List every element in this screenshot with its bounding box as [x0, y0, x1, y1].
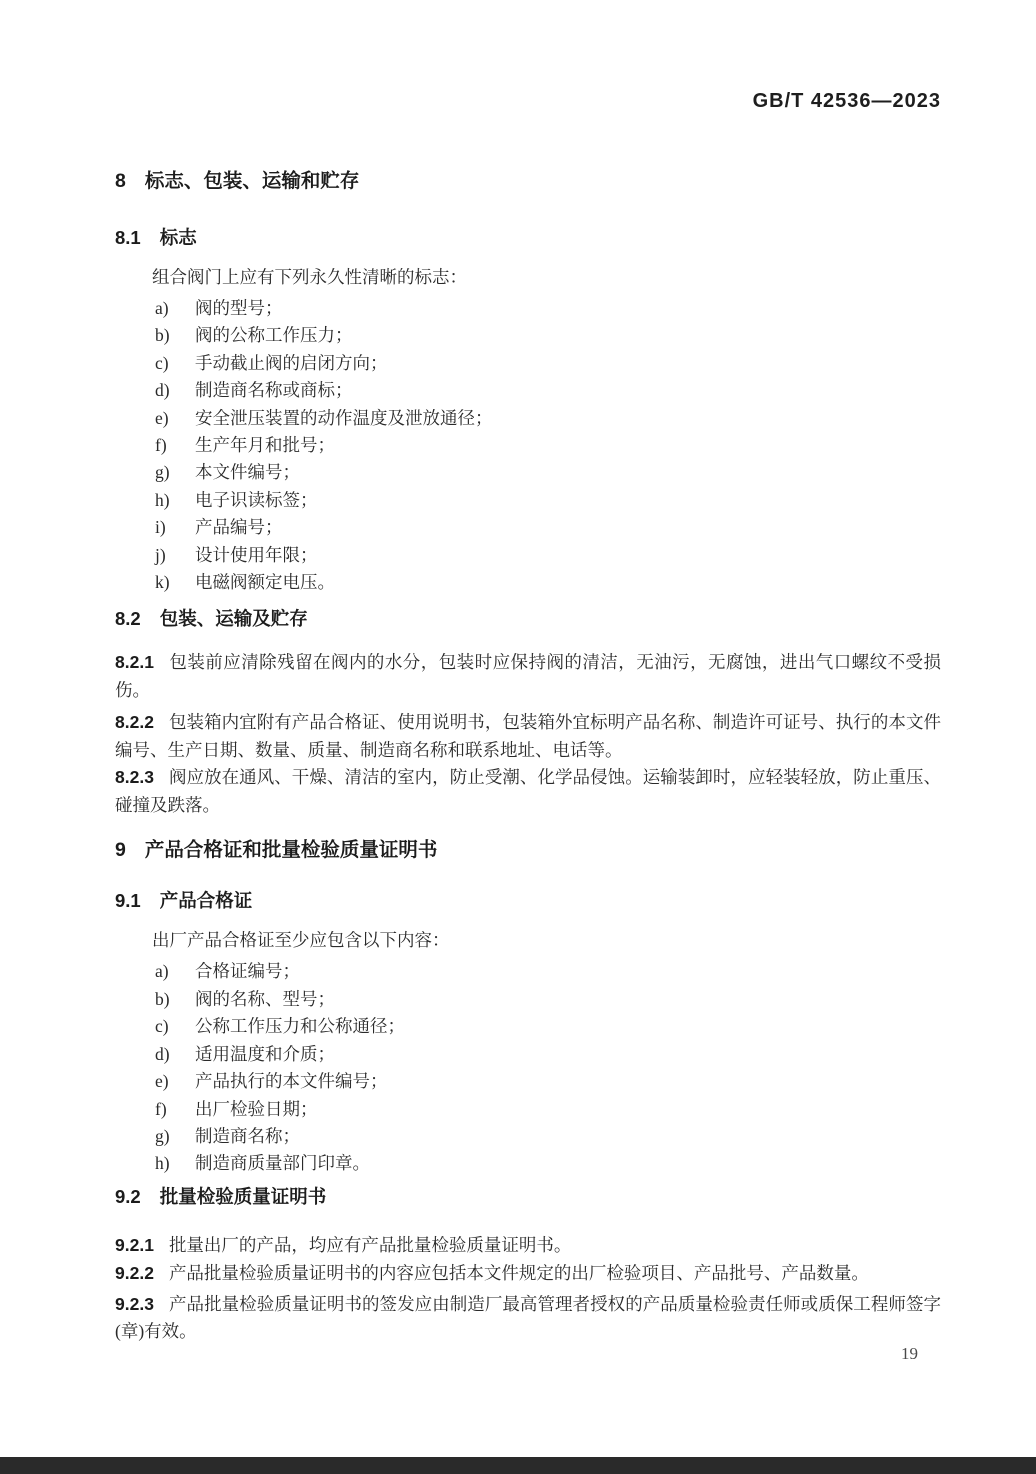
- clause-text: 批量出厂的产品，均应有产品批量检验质量证明书。: [168, 1234, 572, 1255]
- clause-8-2-2: [115, 709, 941, 764]
- list-item-label: g): [155, 462, 170, 483]
- clause-number: 8.2.3: [115, 767, 154, 788]
- clause-9-2-2: [115, 1260, 941, 1288]
- list-item-label: a): [155, 961, 169, 982]
- clause-text: 包装前应清除残留在阀内的水分，包装时应保持阀的清洁，无油污，无腐蚀，进出气口螺纹不受损伤。: [115, 652, 941, 700]
- list-item-label: h): [155, 1153, 170, 1174]
- section-8-2-title: 包装、运输及贮存: [159, 608, 308, 630]
- list-item: [155, 322, 941, 349]
- section-8-1-intro: 组合阀门上应有下列永久性清晰的标志：: [152, 267, 467, 287]
- list-item-text: 制造商名称或商标；: [195, 380, 353, 401]
- section-9-1-heading: [115, 891, 941, 911]
- section-9-2-title: 批量检验质量证明书: [159, 1185, 327, 1207]
- page-content: [115, 0, 941, 1346]
- clause-text: 包装箱内宜附有产品合格证、使用说明书，包装箱外宜标明产品名称、制造许可证号、执行的本文件编号、生产日期、数量、质量、制造商名称和联系地址、电话等。: [115, 712, 941, 760]
- clause-text: 产品批量检验质量证明书的内容应包括本文件规定的出厂检验项目、产品批号、产品数量。: [168, 1263, 869, 1284]
- list-item-text: 生产年月和批号；: [195, 435, 335, 456]
- list-item-text: 电磁阀额定电压。: [195, 572, 335, 593]
- list-item-text: 制造商质量部门印章。: [195, 1153, 370, 1174]
- list-item-label: i): [155, 517, 166, 538]
- list-item-label: b): [155, 325, 170, 346]
- list-item-text: 本文件编号；: [195, 462, 300, 483]
- list-item: [155, 1068, 941, 1095]
- section-9-1-number: 9.1: [115, 890, 141, 912]
- list-item: [155, 1150, 941, 1177]
- list-item: [155, 958, 941, 985]
- section-9-1-title: 产品合格证: [159, 890, 253, 912]
- list-item-text: 产品执行的本文件编号；: [195, 1071, 388, 1092]
- list-item-text: 阀的名称、型号；: [195, 988, 335, 1009]
- list-item: [155, 432, 941, 459]
- list-item: [155, 542, 941, 569]
- clause-text: 产品批量检验质量证明书的签发应由制造厂最高管理者授权的产品质量检验责任师或质保工程师签字(章)有效。: [115, 1293, 941, 1342]
- list-item-text: 公称工作压力和公称通径；: [195, 1016, 405, 1037]
- section-9-2-number: 9.2: [115, 1185, 141, 1207]
- list-item: [155, 1013, 941, 1040]
- clause-number: 9.2.2: [115, 1263, 154, 1284]
- section-8-heading: [115, 170, 941, 192]
- list-item: [155, 405, 941, 432]
- list-item-text: 合格证编号；: [195, 961, 300, 982]
- list-item: [155, 377, 941, 404]
- section-9-2-heading: [115, 1187, 941, 1207]
- page-number: 19: [901, 1344, 918, 1363]
- list-item-text: 设计使用年限；: [195, 544, 318, 565]
- list-item-label: e): [155, 1071, 169, 1092]
- certificate-items-list: [155, 958, 941, 1177]
- section-8-2-heading: [115, 609, 941, 629]
- list-item-label: f): [155, 1098, 167, 1119]
- standard-code-header: GB/T 42536—2023: [752, 90, 941, 112]
- list-item-label: g): [155, 1125, 170, 1146]
- list-item-label: k): [155, 572, 170, 593]
- list-item: [155, 487, 941, 514]
- list-item-text: 适用温度和介质；: [195, 1043, 335, 1064]
- clause-8-2-1: [115, 649, 941, 704]
- list-item-text: 电子识读标签；: [195, 489, 318, 510]
- clause-number: 9.2.3: [115, 1293, 154, 1314]
- clause-number: 9.2.1: [115, 1234, 154, 1255]
- list-item-text: 阀的公称工作压力；: [195, 325, 353, 346]
- list-item: [155, 459, 941, 486]
- clause-9-2-1: [115, 1232, 941, 1260]
- list-item-label: h): [155, 489, 170, 510]
- clause-8-2-3: [115, 764, 941, 819]
- list-item-label: d): [155, 1043, 170, 1064]
- section-8-2-number: 8.2: [115, 608, 141, 630]
- list-item-text: 出厂检验日期；: [195, 1098, 318, 1119]
- list-item-label: c): [155, 352, 169, 373]
- list-item: [155, 295, 941, 322]
- marking-items-list: [155, 295, 941, 596]
- section-8-1-heading: [115, 228, 941, 248]
- list-item-label: b): [155, 988, 170, 1009]
- section-9-1-intro: 出厂产品合格证至少应包含以下内容：: [152, 930, 450, 951]
- list-item-label: a): [155, 298, 169, 318]
- list-item-label: e): [155, 407, 169, 428]
- list-item: [155, 569, 941, 596]
- list-item: [155, 1041, 941, 1068]
- list-item-label: c): [155, 1016, 169, 1037]
- list-item: [155, 1123, 941, 1150]
- clause-number: 8.2.1: [115, 652, 154, 673]
- list-item-text: 安全泄压装置的动作温度及泄放通径；: [195, 407, 493, 428]
- clause-text: 阀应放在通风、干燥、清洁的室内，防止受潮、化学品侵蚀。运输装卸时，应轻装轻放，防止重压、碰撞及跌落。: [115, 767, 941, 815]
- list-item-label: j): [155, 544, 166, 565]
- section-8-number: 8: [115, 170, 126, 192]
- clause-number: 8.2.2: [115, 712, 154, 733]
- section-8-1-number: 8.1: [115, 227, 141, 248]
- list-item-text: 手动截止阀的启闭方向；: [195, 352, 388, 373]
- list-item-text: 制造商名称；: [195, 1125, 300, 1146]
- section-9-title: 产品合格证和批量检验质量证明书: [144, 839, 438, 862]
- list-item: [155, 350, 941, 377]
- list-item: [155, 1096, 941, 1123]
- clause-9-2-3: [115, 1291, 941, 1346]
- section-9-heading: [115, 839, 941, 861]
- list-item-text: 产品编号；: [195, 517, 283, 538]
- list-item-label: d): [155, 380, 170, 401]
- list-item: [155, 986, 941, 1013]
- section-8-title: 标志、包装、运输和贮存: [144, 170, 360, 192]
- list-item-text: 阀的型号；: [195, 298, 283, 318]
- scan-bottom-bar: [0, 1457, 1036, 1474]
- list-item: [155, 514, 941, 541]
- section-9-number: 9: [115, 839, 126, 862]
- list-item-label: f): [155, 435, 167, 456]
- section-8-1-title: 标志: [159, 227, 197, 248]
